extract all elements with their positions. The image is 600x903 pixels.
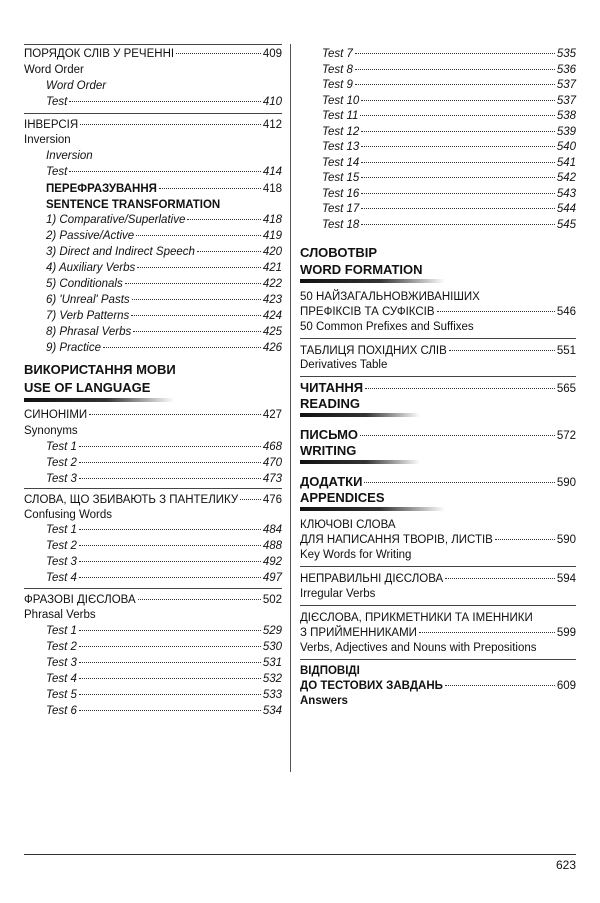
toc-entry-test[interactable] — [24, 341, 282, 355]
entry-page: 421 — [262, 262, 282, 274]
dot-leader — [79, 462, 261, 463]
dot-leader — [365, 388, 555, 389]
entry-page: 572 — [556, 430, 576, 442]
dot-leader — [445, 578, 555, 579]
entry-page: 609 — [556, 680, 576, 692]
toc-entry-test[interactable] — [24, 229, 282, 243]
separator — [300, 566, 576, 567]
entry-title: 8) Phrasal Verbs — [46, 326, 132, 338]
section-heading-en: APPENDICES — [300, 490, 385, 505]
entry-title: Test 13 — [322, 141, 360, 153]
toc-entry-confusing[interactable] — [24, 493, 282, 507]
entry-page: 492 — [262, 556, 282, 568]
entry-page: 590 — [556, 534, 576, 546]
dot-leader — [132, 299, 261, 300]
toc-entry-phrasal[interactable] — [24, 593, 282, 607]
toc-entry-word-order[interactable] — [24, 47, 282, 61]
dot-leader — [355, 84, 555, 85]
entry-title: Test 7 — [322, 48, 353, 60]
entry-page: 418 — [262, 183, 282, 195]
toc-entry-paraphrase[interactable] — [24, 182, 282, 196]
dot-leader — [361, 224, 555, 225]
toc-entry-inversion[interactable] — [24, 118, 282, 132]
dot-leader — [361, 193, 555, 194]
toc-entry-test[interactable] — [24, 472, 282, 486]
entry-sub-word-order: Word Order — [46, 80, 107, 92]
entry-subtitle-confusing: Confusing Words — [24, 509, 112, 521]
column-divider — [290, 44, 291, 772]
entry-title: 6) 'Unreal' Pasts — [46, 294, 130, 306]
toc-entry-test[interactable] — [300, 171, 576, 185]
entry-page: 423 — [262, 294, 282, 306]
entry-title: 9) Practice — [46, 342, 101, 354]
separator — [24, 113, 282, 114]
entry-subtitle-prefixes: 50 Common Prefixes and Suffixes — [300, 321, 474, 333]
entry-page: 420 — [262, 246, 282, 258]
toc-entry-keywords[interactable] — [300, 533, 576, 547]
entry-title: 7) Verb Patterns — [46, 310, 130, 322]
entry-title: Test 3 — [46, 556, 77, 568]
entry-title: Test 18 — [322, 218, 360, 231]
entry-page: 543 — [556, 187, 576, 200]
entry-title: Test 3 — [46, 473, 77, 485]
entry-page: 473 — [262, 473, 282, 485]
toc-entry-test[interactable] — [300, 140, 576, 154]
toc-entry-test[interactable] — [24, 656, 282, 670]
entry-title: Test 8 — [322, 63, 353, 76]
dot-leader — [449, 350, 555, 351]
entry-title: 1) Comparative/Superlative — [46, 214, 186, 226]
entry-page: 541 — [556, 156, 576, 169]
entry-keywords-line1: КЛЮЧОВІ СЛОВА — [300, 519, 396, 531]
entry-title: СЛОВА, ЩО ЗБИВАЮТЬ З ПАНТЕЛИКУ — [24, 494, 239, 506]
entry-title: Test 2 — [46, 641, 77, 653]
dot-leader — [79, 710, 261, 711]
entry-page: 531 — [262, 657, 282, 669]
separator — [300, 338, 576, 339]
dot-leader — [176, 53, 261, 54]
section-bar — [300, 507, 445, 511]
dot-leader — [360, 115, 554, 116]
toc-entry-prefixes[interactable] — [300, 305, 576, 319]
entry-page: 537 — [556, 94, 576, 107]
toc-entry-test[interactable] — [24, 640, 282, 654]
entry-title: Test 6 — [46, 705, 77, 717]
dot-leader — [364, 482, 554, 483]
entry-page: 530 — [262, 641, 282, 653]
dot-leader — [361, 162, 555, 163]
entry-subtitle-prepositions: Verbs, Adjectives and Nouns with Prepositions — [300, 642, 537, 654]
toc-entry-prepositions[interactable] — [300, 626, 576, 640]
separator — [300, 376, 576, 377]
entry-title: Test 11 — [322, 110, 359, 122]
entry-prefixes-line1: 50 НАЙЗАГАЛЬНОВЖИВАНІШИХ — [300, 291, 480, 303]
dot-leader — [159, 188, 261, 189]
entry-page: 590 — [556, 477, 576, 489]
toc-entry-test[interactable] — [24, 704, 282, 718]
section-heading-en: READING — [300, 396, 360, 411]
dot-leader — [79, 478, 261, 479]
entry-title: Test 10 — [322, 94, 360, 107]
entry-title: Test 12 — [322, 125, 360, 138]
entry-title: СИНОНІМИ — [24, 409, 88, 421]
dot-leader — [69, 101, 261, 102]
entry-title: ПРЕФІКСІВ ТА СУФІКСІВ — [300, 306, 435, 318]
toc-entry-test[interactable] — [24, 245, 282, 259]
toc-entry-writing[interactable] — [300, 427, 576, 444]
entry-page: 539 — [556, 125, 576, 138]
entry-title: ДЛЯ НАПИСАННЯ ТВОРІВ, ЛИСТІВ — [300, 534, 493, 546]
dot-leader — [79, 545, 261, 546]
entry-title: Test 16 — [322, 187, 360, 200]
dot-leader — [79, 577, 261, 578]
entry-page: 545 — [556, 218, 576, 231]
dot-leader — [495, 539, 555, 540]
entry-title: Test 15 — [322, 172, 360, 184]
entry-page: 565 — [556, 383, 576, 395]
toc-entry-test[interactable] — [300, 78, 576, 92]
entry-page: 537 — [556, 79, 576, 91]
entry-title: 2) Passive/Active — [46, 230, 135, 242]
entry-title: ФРАЗОВІ ДІЄСЛОВА — [24, 594, 136, 606]
entry-subtitle-synonyms: Synonyms — [24, 425, 78, 437]
separator — [24, 488, 282, 489]
entry-page: 412 — [262, 119, 282, 131]
entry-page: 422 — [262, 278, 282, 290]
toc-entry-test[interactable] — [24, 539, 282, 553]
entry-title: Test 4 — [46, 572, 77, 584]
toc-entry-test[interactable] — [24, 309, 282, 323]
toc-entry-test[interactable] — [24, 523, 282, 537]
toc-entry-test[interactable] — [24, 277, 282, 291]
toc-entry-test[interactable] — [300, 218, 576, 232]
entry-page: 418 — [262, 214, 282, 226]
entry-page: 544 — [556, 203, 576, 215]
dot-leader — [361, 208, 555, 209]
dot-leader — [187, 219, 260, 220]
entry-page: 476 — [262, 494, 282, 506]
dot-leader — [133, 331, 261, 332]
entry-page: 419 — [262, 230, 282, 242]
entry-title: Test 2 — [46, 540, 77, 552]
entry-title: Test 1 — [46, 524, 77, 536]
entry-page: 540 — [556, 141, 576, 153]
toc-entry-test[interactable] — [24, 555, 282, 569]
toc-entry-derivatives[interactable] — [300, 344, 576, 358]
dot-leader — [137, 267, 261, 268]
entry-page: 532 — [262, 673, 282, 685]
entry-page: 529 — [262, 625, 282, 637]
entry-subtitle-irregular: Irregular Verbs — [300, 588, 376, 600]
toc-entry-irregular[interactable] — [300, 572, 576, 586]
entry-title: ДО ТЕСТОВИХ ЗАВДАНЬ — [300, 680, 443, 692]
entry-page: 502 — [262, 594, 282, 606]
toc-entry-test[interactable] — [24, 456, 282, 470]
toc-entry-test[interactable] — [300, 156, 576, 170]
dot-leader — [361, 146, 555, 147]
entry-title: 4) Auxiliary Verbs — [46, 262, 136, 274]
entry-title: ДОДАТКИ — [300, 474, 363, 489]
entry-page: 533 — [262, 689, 282, 701]
section-bar — [300, 413, 420, 417]
entry-title: ПИСЬМО — [300, 427, 359, 442]
entry-title: ЧИТАННЯ — [300, 380, 364, 395]
entry-title: Test 17 — [322, 203, 360, 215]
section-heading-ua: СЛОВОТВІР — [300, 245, 378, 260]
toc-entry-test[interactable] — [24, 440, 282, 454]
entry-page: 426 — [262, 342, 282, 354]
entry-title: Test 9 — [322, 79, 353, 91]
toc-entry-test[interactable] — [24, 571, 282, 585]
toc-entry-test[interactable] — [24, 672, 282, 686]
entry-title: З ПРИЙМЕННИКАМИ — [300, 627, 417, 639]
entry-title: Test 5 — [46, 689, 77, 701]
entry-title: Test 4 — [46, 673, 77, 685]
entry-subtitle-word-order: Word Order — [24, 64, 84, 76]
toc-entry-test[interactable] — [300, 94, 576, 108]
dot-leader — [79, 630, 261, 631]
toc-entry-inversion-test[interactable] — [24, 165, 282, 179]
section-heading-en: USE OF LANGUAGE — [24, 380, 151, 395]
entry-title: Test 1 — [46, 441, 77, 453]
entry-page: 410 — [262, 96, 282, 108]
dot-leader — [79, 662, 261, 663]
toc-entry-test[interactable] — [24, 325, 282, 339]
bottom-rule — [24, 854, 576, 855]
dot-leader — [197, 251, 261, 252]
section-heading-en: WRITING — [300, 443, 357, 458]
dot-leader — [79, 446, 261, 447]
entry-title: ПЕРЕФРАЗУВАННЯ — [46, 183, 157, 195]
toc-entry-test[interactable] — [24, 213, 282, 227]
entry-subtitle-phrasal: Phrasal Verbs — [24, 609, 96, 621]
dot-leader — [80, 124, 261, 125]
entry-page: 470 — [262, 457, 282, 469]
section-bar — [24, 398, 174, 402]
entry-page: 425 — [262, 326, 282, 338]
entry-page: 488 — [262, 540, 282, 552]
entry-title: 3) Direct and Indirect Speech — [46, 246, 195, 258]
entry-title: Test 1 — [46, 625, 77, 637]
entry-subtitle-derivatives: Derivatives Table — [300, 359, 388, 371]
entry-page: 536 — [556, 63, 576, 76]
toc-entry-test[interactable] — [24, 688, 282, 702]
toc-entry-test[interactable] — [24, 624, 282, 638]
entry-page: 594 — [556, 573, 576, 585]
entry-title: НЕПРАВИЛЬНІ ДІЄСЛОВА — [300, 573, 444, 585]
entry-page: 542 — [556, 172, 576, 184]
entry-title: Test 3 — [46, 657, 77, 669]
section-heading-ua: ВИКОРИСТАННЯ МОВИ — [24, 362, 176, 377]
dot-leader — [89, 414, 261, 415]
entry-page: 409 — [262, 48, 282, 60]
entry-sub-inversion: Inversion — [46, 150, 93, 162]
entry-page: 538 — [556, 110, 576, 122]
entry-page: 468 — [262, 441, 282, 453]
entry-subtitle-answers: Answers — [300, 695, 348, 707]
toc-entry-test[interactable] — [300, 125, 576, 139]
entry-prepositions-line1: ДІЄСЛОВА, ПРИКМЕТНИКИ ТА ІМЕННИКИ — [300, 612, 533, 624]
entry-title: Test — [46, 96, 68, 108]
entry-page: 534 — [262, 705, 282, 717]
entry-page: 497 — [262, 572, 282, 584]
toc-entry-test[interactable] — [300, 187, 576, 201]
entry-title: Test 14 — [322, 156, 360, 169]
dot-leader — [69, 171, 261, 172]
entry-page: 484 — [262, 524, 282, 536]
dot-leader — [125, 283, 261, 284]
dot-leader — [79, 646, 261, 647]
entry-answers-line1: ВІДПОВІДІ — [300, 665, 360, 677]
entry-title: Test — [46, 166, 68, 178]
dot-leader — [79, 694, 261, 695]
toc-entry-word-order-test[interactable] — [24, 95, 282, 109]
entry-subtitle-keywords: Key Words for Writing — [300, 549, 412, 561]
dot-leader — [79, 678, 261, 679]
toc-entry-test[interactable] — [300, 63, 576, 77]
entry-page: 535 — [556, 48, 576, 60]
entry-page: 599 — [556, 627, 576, 639]
toc-entry-answers[interactable] — [300, 679, 576, 693]
dot-leader — [131, 315, 261, 316]
dot-leader — [419, 632, 555, 633]
page-number: 623 — [555, 858, 576, 872]
entry-page: 414 — [262, 166, 282, 178]
separator — [300, 605, 576, 606]
entry-page: 424 — [262, 310, 282, 322]
entry-title: Test 2 — [46, 457, 77, 469]
entry-subtitle-inversion: Inversion — [24, 134, 71, 146]
toc-entry-test[interactable] — [24, 293, 282, 307]
dot-leader — [361, 177, 555, 178]
toc-entry-appendices[interactable] — [300, 474, 576, 491]
toc-entry-test[interactable] — [300, 47, 576, 61]
dot-leader — [361, 131, 555, 132]
entry-page: 551 — [556, 345, 576, 357]
dot-leader — [437, 311, 555, 312]
entry-title: 5) Conditionals — [46, 278, 123, 290]
section-heading-en: WORD FORMATION — [300, 262, 423, 277]
toc-entry-test[interactable] — [300, 109, 576, 123]
separator — [300, 659, 576, 660]
dot-leader — [361, 100, 555, 101]
entry-title: ТАБЛИЦЯ ПОХІДНИХ СЛІВ — [300, 345, 447, 357]
section-bar — [300, 460, 420, 464]
dot-leader — [138, 599, 261, 600]
dot-leader — [136, 235, 261, 236]
dot-leader — [355, 53, 555, 54]
dot-leader — [445, 685, 555, 686]
toc-entry-synonyms[interactable] — [24, 408, 282, 422]
entry-page: 546 — [556, 306, 576, 318]
entry-page: 427 — [262, 409, 282, 421]
toc-entry-test[interactable] — [24, 261, 282, 275]
dot-leader — [79, 561, 261, 562]
dot-leader — [355, 69, 555, 70]
entry-title: ПОРЯДОК СЛІВ У РЕЧЕННІ — [24, 48, 175, 60]
top-rule-left — [24, 44, 282, 45]
entry-title: ІНВЕРСІЯ — [24, 119, 79, 131]
entry-subtitle-paraphrase: SENTENCE TRANSFORMATION — [46, 199, 221, 211]
toc-entry-test[interactable] — [300, 202, 576, 216]
dot-leader — [103, 347, 261, 348]
dot-leader — [79, 529, 261, 530]
dot-leader — [360, 435, 555, 436]
section-bar — [300, 279, 445, 283]
separator — [24, 588, 282, 589]
toc-entry-reading[interactable] — [300, 380, 576, 397]
dot-leader — [240, 499, 261, 500]
